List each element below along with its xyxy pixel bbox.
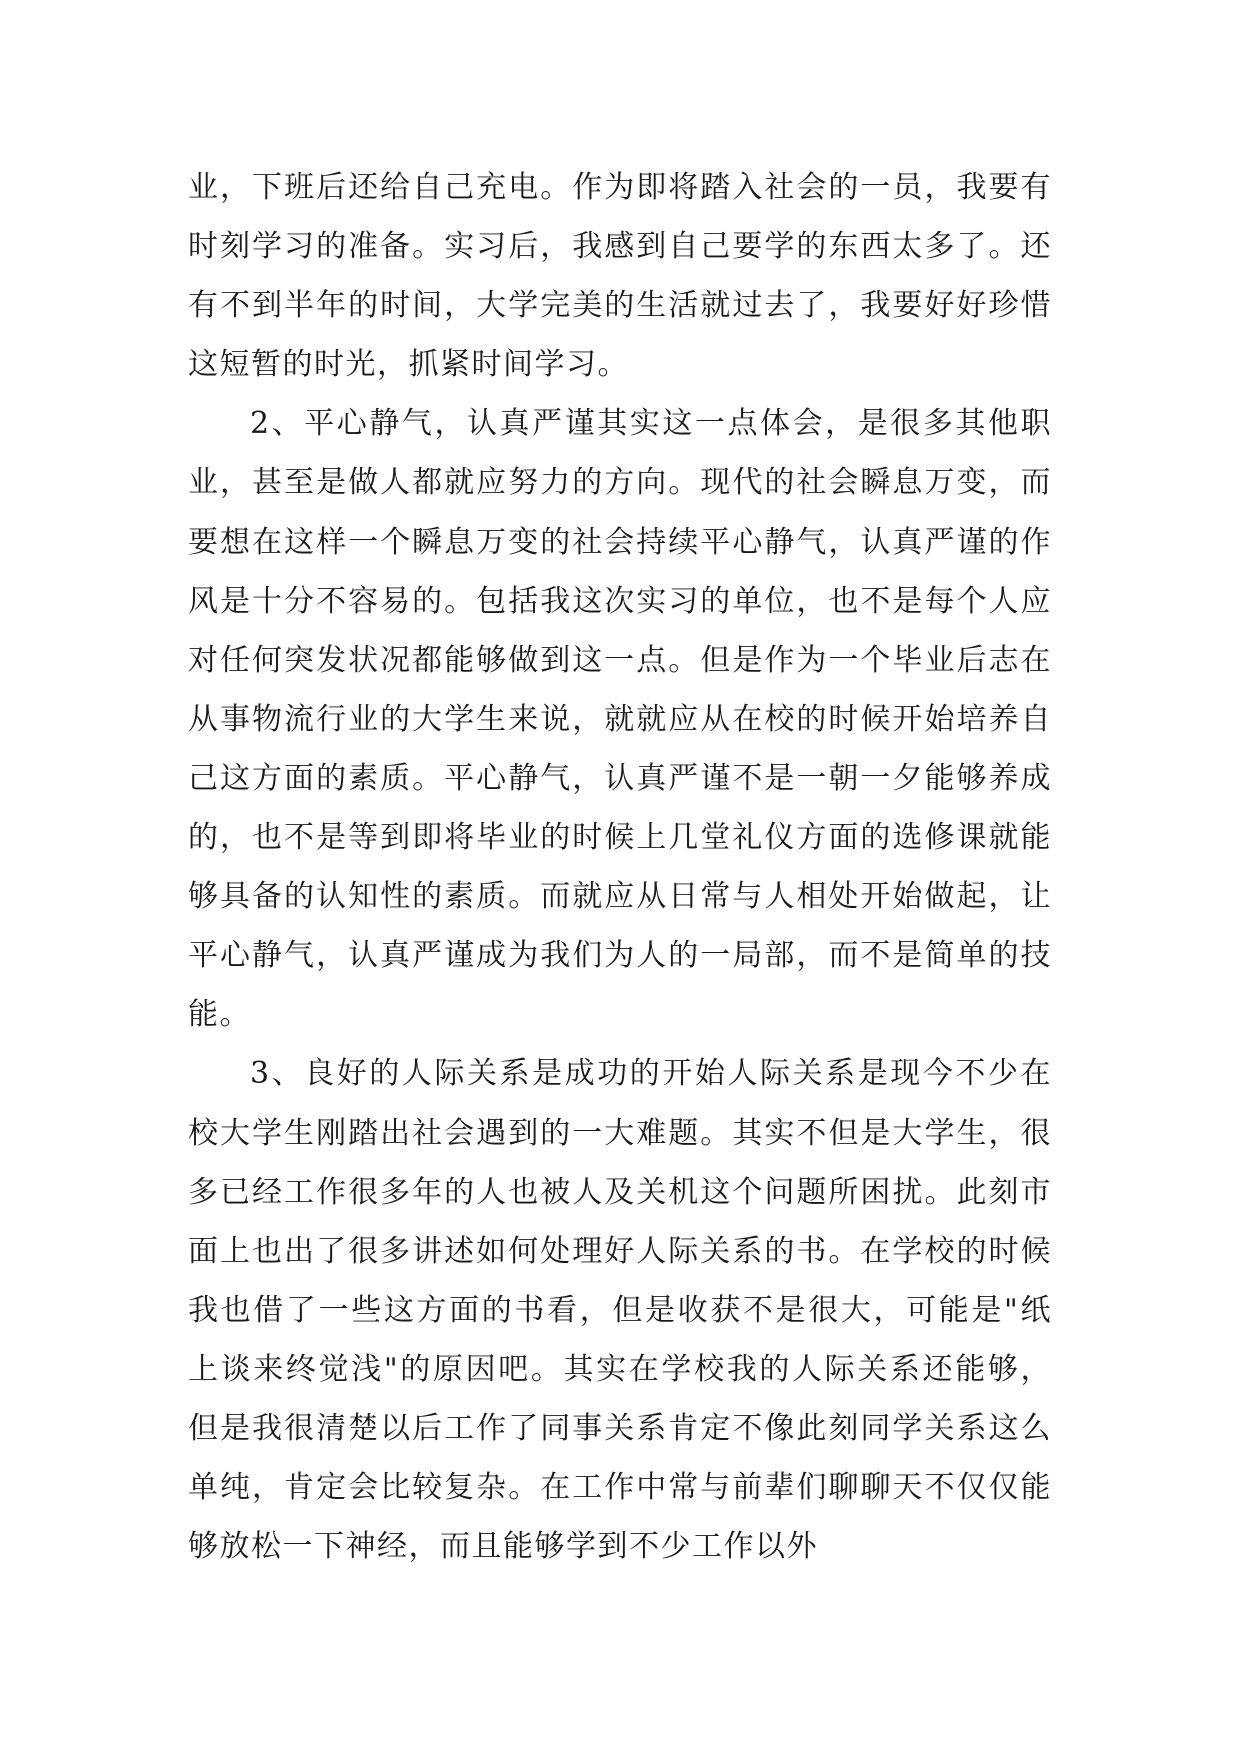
paragraph-continuation: 业，下班后还给自己充电。作为即将踏入社会的一员，我要有时刻学习的准备。实习后，我感到自己要学的东西太多了。还有不到半年的时间，大学完美的生活就过去了，我要好好珍惜这短暂的时光，抓紧时间学习。 xyxy=(188,170,1052,383)
paragraph-point-2: 2、平心静气，认真严谨其实这一点体会，是很多其他职业，甚至是做人都就应努力的方向。现代的社会瞬息万变，而要想在这样一个瞬息万变的社会持续平心静气，认真严谨的作风是十分不容易的。包括我这次实习的单位，也不是每个人应对任何突发状况都能够做到这一点。但是作为一个毕业后志在从事物流行业的大学生来说，就就应从在校的时候开始培养自己这方面的素质。平心静气，认真严谨不是一朝一夕能够养成的，也不是等到即将毕业的时候上几堂礼仪方面的选修课就能够具备的认知性的素质。而就应从日常与人相处开始做起，让平心静气，认真严谨成为我们为人的一局部，而不是简单的技能。 xyxy=(188,406,1052,1033)
paragraph-point-3: 3、良好的人际关系是成功的开始人际关系是现今不少在校大学生刚踏出社会遇到的一大难题。其实不但是大学生，很多已经工作很多年的人也被人及关机这个问题所困扰。此刻市面上也出了很多讲述如何处理好人际关系的书。在学校的时候我也借了一些这方面的书看，但是收获不是很大，可能是"纸上谈来终觉浅"的原因吧。其实在学校我的人际关系还能够，但是我很清楚以后工作了同事关系肯定不像此刻同学关系这么单纯，肯定会比较复杂。在工作中常与前辈们聊聊天不仅仅能够放松一下神经，而且能够学到不少工作以外 xyxy=(188,1056,1052,1565)
body-text xyxy=(188,158,1052,1576)
